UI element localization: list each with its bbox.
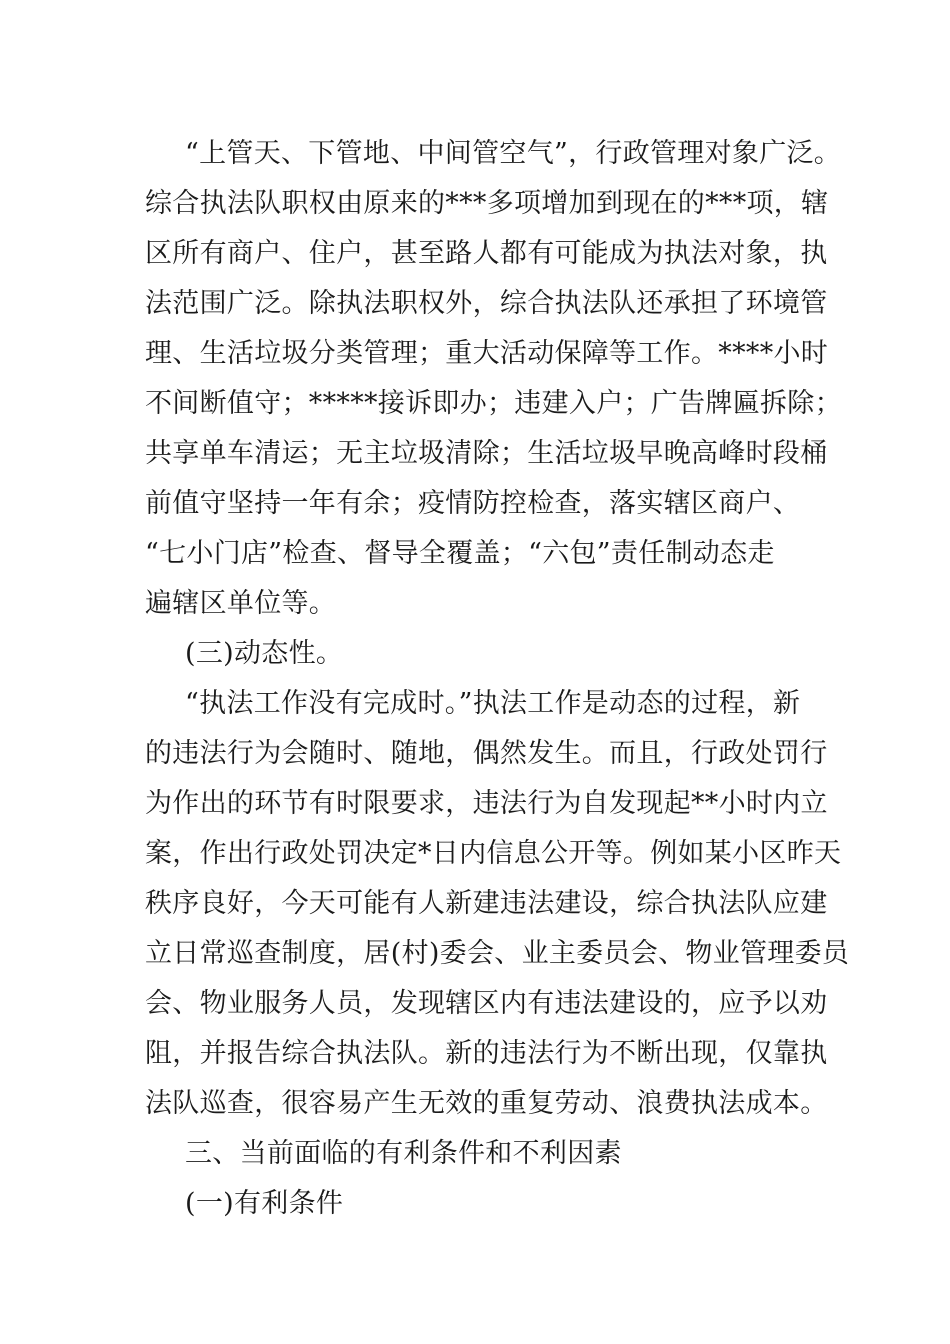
paragraph-line: 区所有商户、住户，甚至路人都有可能成为执法对象，执 [145, 238, 828, 269]
paragraph-line: 的违法行为会随时、随地，偶然发生。而且，行政处罚行 [145, 738, 828, 769]
paragraph-line: “执法工作没有完成时。”执法工作是动态的过程，新 [185, 688, 801, 719]
paragraph-line: 立日常巡查制度，居(村)委会、业主委员会、物业管理委员 [145, 938, 850, 969]
paragraph-line: 阻，并报告综合执法队。新的违法行为不断出现，仅靠执 [145, 1038, 828, 1069]
paragraph-line: 秩序良好，今天可能有人新建违法建设，综合执法队应建 [145, 888, 828, 919]
paragraph-line: 不间断值守；*****接诉即办；违建入户；广告牌匾拆除； [145, 388, 842, 419]
paragraph-line: 法范围广泛。除执法职权外，综合执法队还承担了环境管 [145, 288, 828, 319]
chapter-heading: 三、当前面临的有利条件和不利因素 [185, 1138, 622, 1169]
paragraph-line: 前值守坚持一年有余；疫情防控检查，落实辖区商户、 [145, 488, 801, 519]
paragraph-line: 案，作出行政处罚决定*日内信息公开等。例如某小区昨天 [145, 838, 842, 869]
paragraph-line: 为作出的环节有时限要求，违法行为自发现起**小时内立 [145, 788, 828, 819]
paragraph-line: 法队巡查，很容易产生无效的重复劳动、浪费执法成本。 [145, 1088, 828, 1119]
paragraph-line: 综合执法队职权由原来的***多项增加到现在的***项，辖 [145, 188, 829, 219]
paragraph-line: “上管天、下管地、中间管空气”，行政管理对象广泛。 [185, 138, 842, 169]
paragraph-line: 共享单车清运；无主垃圾清除；生活垃圾早晚高峰时段桶 [145, 438, 828, 469]
paragraph-line: 会、物业服务人员，发现辖区内有违法建设的，应予以劝 [145, 988, 828, 1019]
paragraph-line: “七小门店”检查、督导全覆盖；“六包”责任制动态走 [145, 538, 775, 569]
section-heading: (三)动态性。 [185, 638, 344, 669]
paragraph-line: 遍辖区单位等。 [145, 588, 337, 619]
paragraph-line: 理、生活垃圾分类管理；重大活动保障等工作。****小时 [145, 338, 829, 369]
section-heading: (一)有利条件 [185, 1188, 344, 1219]
